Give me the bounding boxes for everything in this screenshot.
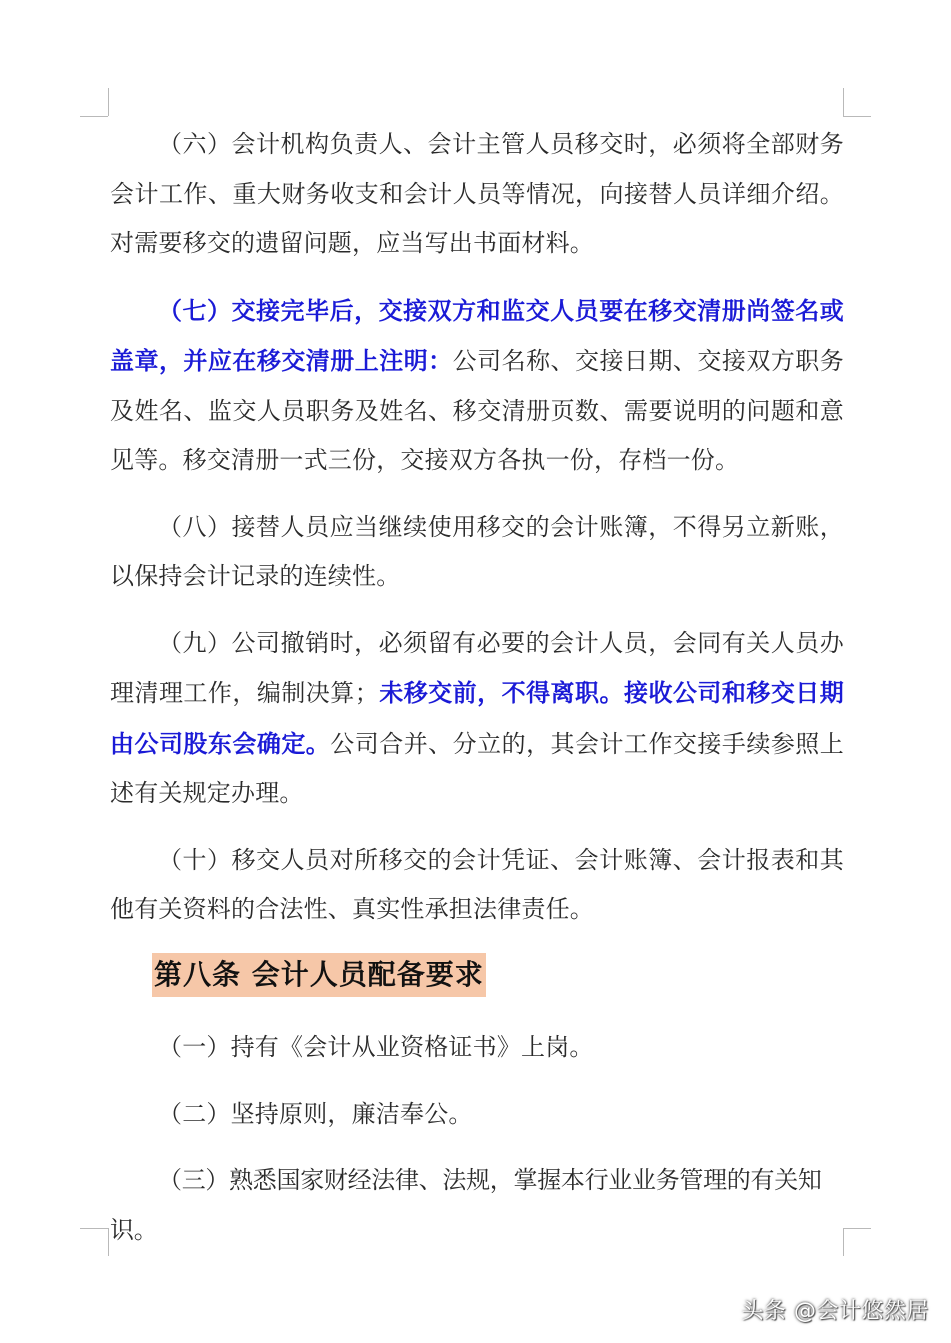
crop-mark-top-right-v: [843, 88, 844, 116]
paragraph-8: [110, 503, 844, 602]
section-heading-wrap: [152, 952, 844, 1002]
crop-mark-bottom-left-v: [108, 1228, 109, 1256]
paragraph-6-text: （六）会计机构负责人、会计主管人员移交时，必须将全部财务会计工作、重大财务收支和会计人员等情况，向接替人员详细介绍。对需要移交的遗留问题，应当写出书面材料。: [110, 130, 844, 257]
crop-mark-top-right-h: [843, 116, 871, 117]
paragraph-9: [110, 619, 844, 819]
document-body: [110, 120, 844, 1272]
section-item-3-text: （三）熟悉国家财经法律、法规，掌握本行业业务管理的有关知识。: [110, 1166, 822, 1244]
crop-mark-bottom-left-h: [80, 1228, 108, 1229]
paragraph-9-text-b: 公司合并、分立的，其会计工作交接手续参照上述有关规定办理。: [110, 729, 844, 807]
source-watermark: 头条 @会计悠然居: [741, 1299, 929, 1324]
paragraph-10: [110, 836, 844, 935]
paragraph-7: [110, 286, 844, 486]
paragraph-6: [110, 120, 844, 269]
section-item-2-text: （二）坚持原则，廉洁奉公。: [158, 1099, 473, 1128]
section-item-3: [110, 1156, 844, 1255]
paragraph-8-text: （八）接替人员应当继续使用移交的会计账簿，不得另立新账，以保持会计记录的连续性。: [110, 512, 844, 590]
paragraph-10-text: （十）移交人员对所移交的会计凭证、会计账簿、会计报表和其他有关资料的合法性、真实性承担法律责任。: [110, 845, 844, 923]
crop-mark-top-left-v: [108, 88, 109, 116]
section-heading: 第八条 会计人员配备要求: [152, 953, 486, 997]
crop-mark-bottom-right-h: [843, 1228, 871, 1229]
crop-mark-top-left-h: [80, 116, 108, 117]
section-item-1: [110, 1023, 844, 1073]
paragraph-7-highlight: （七）交接完毕后，交接双方和监交人员要在移交清册尚签名或盖章，并应在移交清册上注明：: [110, 295, 844, 375]
paragraph-9-highlight: 未移交前，不得离职。接收公司和移交日期由公司股东会确定。: [110, 678, 844, 758]
section-item-1-text: （一）持有《会计从业资格证书》上岗。: [158, 1033, 594, 1061]
paragraph-7-text: 公司名称、交接日期、交接双方职务及姓名、监交人员职务及姓名、移交清册页数、需要说明的问题和意见等。移交清册一式三份，交接双方各执一份，存档一份。: [110, 347, 844, 474]
section-item-2: [110, 1090, 844, 1140]
paragraph-9-text-a: （九）公司撤销时，必须留有必要的会计人员，会同有关人员办理清理工作，编制决算；: [110, 628, 844, 707]
